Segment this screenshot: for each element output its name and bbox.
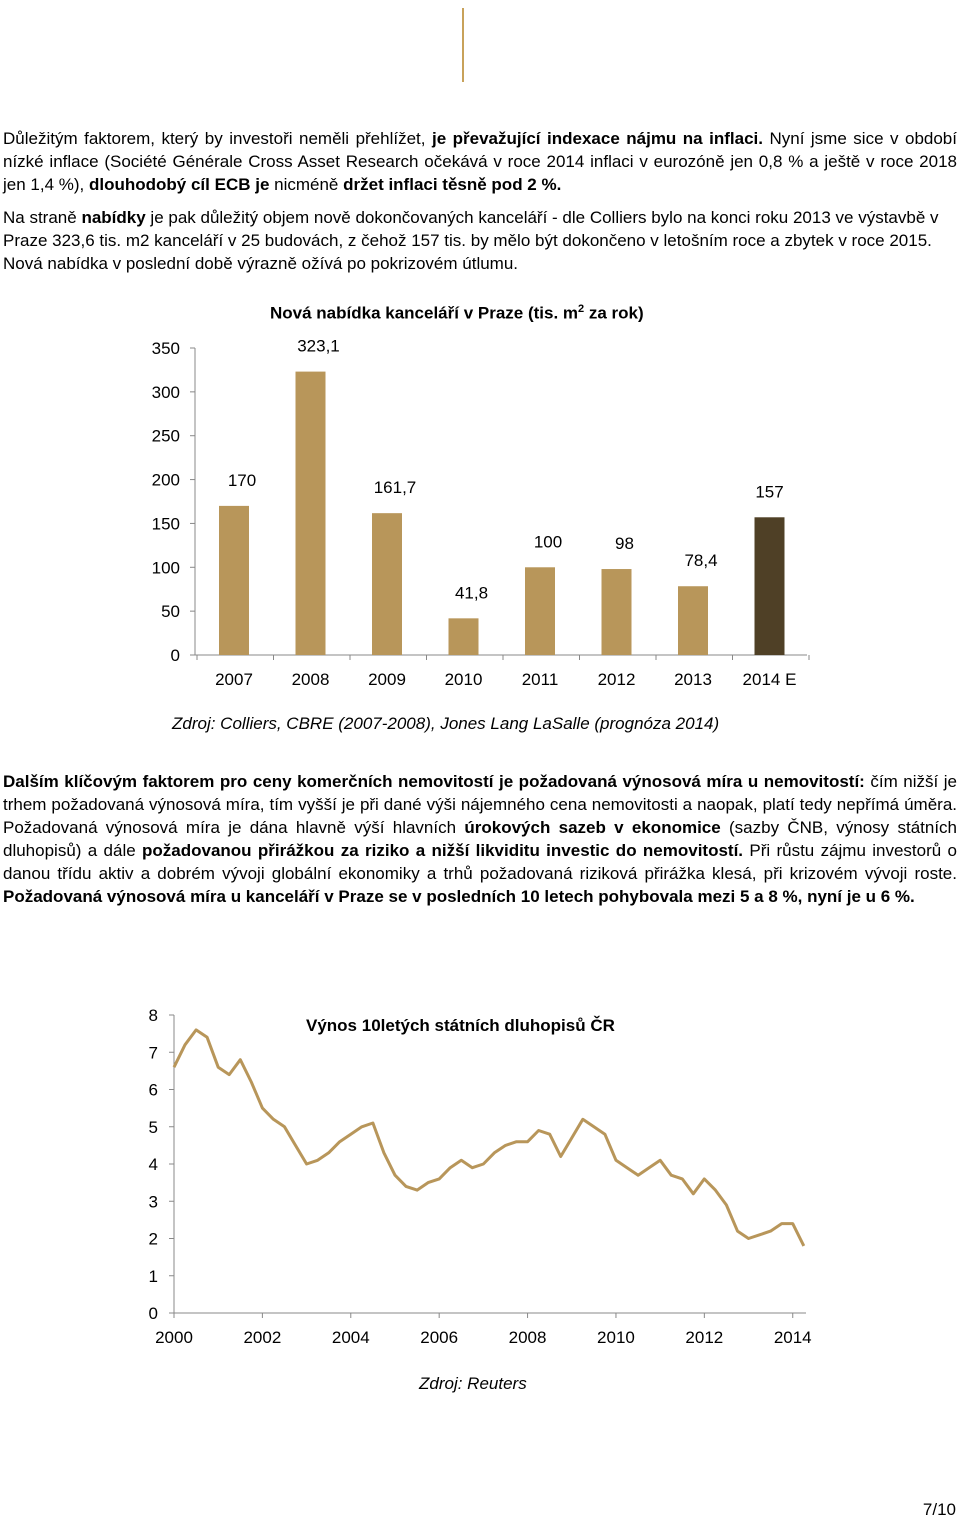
text-run: Požadovaná výnosová míra u kanceláří v Praze se v posledních 10 letech pohybovala mezi 5 a 8 %, nyní je u 6 %. <box>3 887 915 906</box>
x-category-label: 2009 <box>368 670 406 689</box>
bar-value-label: 323,1 <box>297 336 340 356</box>
text-run: dlouhodobý cíl ECB je <box>89 175 270 194</box>
x-category-label: 2014 E <box>742 670 797 689</box>
page-number: 7/10 <box>922 1500 956 1519</box>
x-category-label: 2011 <box>521 670 559 689</box>
bar-value-label: 98 <box>615 534 634 554</box>
paragraph-required-yield <box>3 770 957 908</box>
paragraph-inflation-indexation <box>3 127 957 196</box>
bar-value-label: 170 <box>227 470 257 490</box>
office-supply-bar-chart <box>0 330 960 700</box>
bar-value-label: 78,4 <box>684 551 718 571</box>
x-category-label: 2010 <box>444 670 483 689</box>
y-tick-label: 2 <box>148 1229 158 1249</box>
y-tick-label: 0 <box>170 646 180 665</box>
text-run: čím nižší je trhem požadovaná výnosová míra, tím vyšší je při dané výši nájemného cena nemovitosti a naopak, platí tedy nepřímá úměra. Požadovaná výnosová míra je dána hlavně výší hlavních <box>3 772 957 837</box>
y-tick-label: 100 <box>151 558 180 578</box>
x-tick-label: 2012 <box>685 1328 724 1347</box>
chart2-title: Výnos 10letých státních dluhopisů ČR <box>306 1016 615 1035</box>
x-tick-label: 2006 <box>420 1328 459 1347</box>
bar-2011 <box>525 567 555 655</box>
y-tick-label: 8 <box>148 1006 158 1025</box>
x-tick-label: 2004 <box>331 1328 370 1347</box>
y-tick-label: 6 <box>148 1080 158 1100</box>
text-run: Dalším klíčovým faktorem pro ceny komerčních nemovitostí je požadovaná výnosová míra u nemovitostí: <box>3 772 865 791</box>
chart2-source: Zdroj: Reuters <box>419 1374 527 1393</box>
bar-2008 <box>296 372 326 655</box>
bar-2009 <box>372 513 402 655</box>
y-tick-label: 250 <box>151 426 180 446</box>
text-run: požadovanou přirážkou za riziko a nižší likviditu investic do nemovitostí. <box>142 841 744 860</box>
bar-value-label: 100 <box>533 532 563 552</box>
y-tick-label: 7 <box>148 1043 158 1063</box>
y-tick-label: 5 <box>148 1117 158 1137</box>
bar-2013 <box>678 586 708 655</box>
bar-2014-E <box>755 517 785 655</box>
text-run: nicméně <box>269 175 344 194</box>
paragraph-office-supply <box>3 206 957 275</box>
y-tick-label: 150 <box>151 514 180 534</box>
y-tick-label: 0 <box>148 1304 158 1323</box>
text-run: je pak důležitý objem nově dokončovaných kanceláří - dle Colliers bylo na konci roku 2013 ve výstavbě v Praze 323,6 tis. m2 kanceláří v 25 budovách, z čehož 157 tis. by mělo být dokončeno v letošním roce a zbytek v roce 2015. Nová nabídka v poslední době výrazně ožívá po pokrizovém útlumu. <box>3 208 939 273</box>
bar-value-label: 157 <box>755 482 784 502</box>
y-tick-label: 350 <box>151 339 180 358</box>
bar-2012 <box>602 569 632 655</box>
text-run: nabídky <box>81 208 146 227</box>
text-run: úrokových sazeb v ekonomice <box>464 818 721 837</box>
text-run: Při růstu zájmu investorů o danou třídu aktiv a dobrém vývoji globální ekonomiky a trhů požadovaná riziková přirážka klesá, při krizovém vývoji roste. <box>3 841 957 883</box>
bar-2007 <box>219 506 249 655</box>
text-run: Na straně <box>3 208 82 227</box>
text-run: Nyní jsme sice v období nízké inflace (Société Générale Cross Asset Research očekává v roce 2014 inflaci v eurozóně jen 0,8 % a ještě v roce 2018 jen 1,4 %), <box>3 129 957 194</box>
text-run: držet inflaci těsně pod 2 %. <box>343 175 562 194</box>
x-tick-label: 2010 <box>597 1328 635 1347</box>
bar-value-label: 161,7 <box>373 478 417 498</box>
y-tick-label: 1 <box>148 1266 158 1286</box>
x-tick-label: 2014 <box>773 1328 812 1347</box>
bar-2010 <box>449 618 479 655</box>
bar-value-label: 41,8 <box>454 583 489 603</box>
header-gold-rule <box>462 8 464 82</box>
x-category-label: 2007 <box>215 670 253 689</box>
x-category-label: 2012 <box>597 670 636 689</box>
text-run: je převažující indexace nájmu na inflaci. <box>431 129 763 148</box>
y-tick-label: 200 <box>151 470 180 490</box>
y-tick-label: 300 <box>151 382 180 402</box>
text-run: (sazby ČNB, výnosy státních dluhopisů) a dále <box>3 818 958 860</box>
y-tick-label: 50 <box>161 602 180 622</box>
x-category-label: 2008 <box>291 670 330 689</box>
yield-series-line <box>174 1030 804 1246</box>
y-tick-label: 4 <box>148 1155 158 1174</box>
y-tick-label: 3 <box>148 1192 158 1212</box>
bond-yield-line-chart <box>0 1000 960 1350</box>
x-category-label: 2013 <box>674 670 712 689</box>
text-run: Důležitým faktorem, který by investoři neměli přehlížet, <box>3 129 432 148</box>
x-tick-label: 2008 <box>508 1328 547 1347</box>
x-tick-label: 2000 <box>155 1328 193 1347</box>
chart1-source: Zdroj: Colliers, CBRE (2007-2008), Jones Lang LaSalle (prognóza 2014) <box>172 714 720 733</box>
chart1-title: Nová nabídka kanceláří v Praze (tis. $m^2$ za rok) <box>270 303 644 323</box>
x-tick-label: 2002 <box>243 1328 282 1347</box>
